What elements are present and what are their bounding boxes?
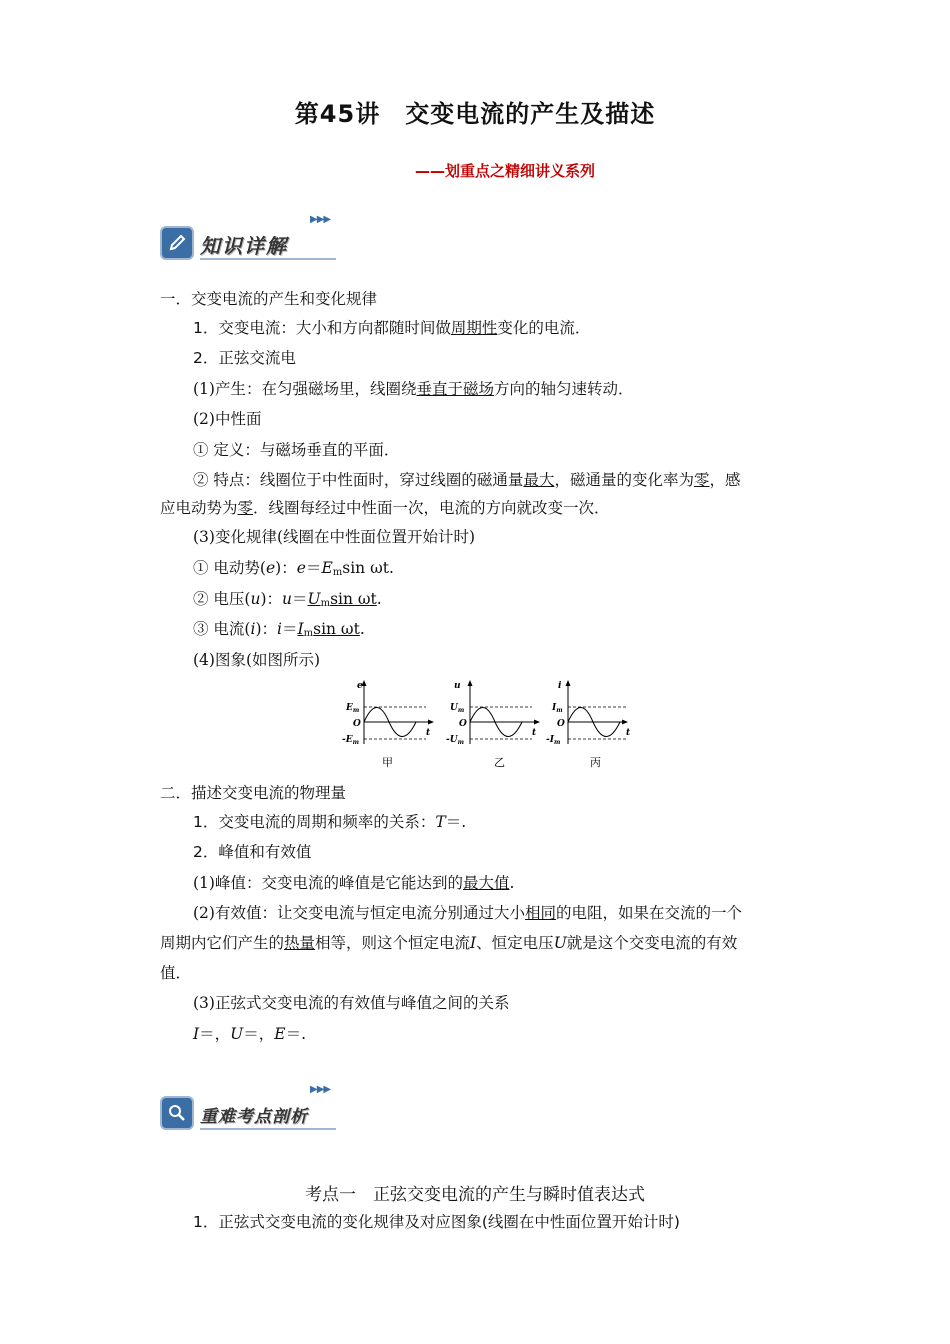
section-item1: 1．正弦式交变电流的变化规律及对应图象(线圈在中性面位置开始计时) — [193, 1213, 680, 1231]
part2-effective: (2)有效值：让交变电流与恒定电流分别通过大小相同的电阻，如果在交流的一个 — [193, 904, 742, 922]
svg-text:O: O — [557, 719, 565, 729]
svg-text:t: t — [532, 728, 537, 738]
current-formula: ③ 电流(i)：$i=I_m\sin$ ωt. — [193, 620, 365, 639]
emf-formula: ① 电动势(e)：$e=E_m\sin$ ωt. — [193, 559, 394, 578]
graph-i-axis: i — [558, 681, 562, 691]
svg-text:O: O — [353, 719, 361, 729]
svg-text:Em: $E_m$ — [346, 703, 360, 714]
analysis-badge-label: 重难考点剖析 — [200, 1107, 308, 1127]
svg-text:Um: $U_m$ — [450, 703, 465, 714]
magnifier-icon — [160, 1096, 194, 1130]
svg-text:-Um: $-U_m$ — [446, 735, 464, 746]
part1-graph-label: (4)图象(如图所示) — [193, 651, 321, 669]
part2-effective-cont: 周期内它们产生的热量相等，则这个恒定电流I、恒定电压U就是这个交变电流的有效 — [160, 934, 738, 952]
svg-text:Im: $I_m$ — [552, 703, 563, 714]
part1-definition: ① 定义：与磁场垂直的平面． — [193, 441, 400, 459]
part1-item2: 2．正弦交流电 — [193, 349, 296, 367]
page-title: 第45讲 交变电流的产生及描述 — [294, 100, 656, 128]
pencil-icon — [160, 226, 194, 260]
part1-feature-cont: 应电动势为零．线圈每经过中性面一次，电流的方向就改变一次． — [160, 499, 610, 517]
page-subtitle: ——划重点之精细讲义系列 — [414, 162, 595, 180]
part1-neutral-plane: (2)中性面 — [193, 410, 262, 428]
triple-arrow-icon: ▶▶▶ — [310, 1084, 331, 1095]
graph-e-caption: 甲 — [382, 756, 393, 769]
knowledge-badge-label: 知识详解 — [200, 234, 288, 258]
graph-e — [342, 680, 434, 769]
graph-u-axis: u — [454, 681, 461, 691]
knowledge-badge — [160, 214, 340, 264]
part2-formulas: I＝，U＝，E＝. — [193, 1025, 306, 1043]
part2-effective-end: 值． — [160, 964, 192, 982]
triple-arrow-icon: ▶▶▶ — [310, 214, 331, 225]
svg-text:-Em: $-E_m$ — [342, 735, 359, 746]
part1-generation: (1)产生：在匀强磁场里，线圈绕垂直于磁场方向的轴匀速转动． — [193, 380, 634, 398]
analysis-badge — [160, 1084, 340, 1134]
svg-text:t: t — [626, 728, 631, 738]
part2-peak: (1)峰值：交变电流的峰值是它能达到的最大值. — [193, 874, 515, 892]
graph-i — [546, 680, 631, 769]
graph-i-caption: 丙 — [590, 756, 601, 769]
part2-item1: 1．交变电流的周期和频率的关系：T＝. — [193, 813, 467, 831]
part1-rule: (3)变化规律(线圈在中性面位置开始计时) — [193, 528, 476, 546]
part2-item2: 2．峰值和有效值 — [193, 843, 312, 861]
part2-relation: (3)正弦式交变电流的有效值与峰值之间的关系 — [193, 994, 510, 1012]
voltage-formula: ② 电压(u)：$u=U_m\sin$ ωt. — [193, 590, 382, 609]
part1-heading: 一．交变电流的产生和变化规律 — [160, 290, 378, 308]
graph-e-axis: e — [357, 681, 363, 691]
graph-u-caption: 乙 — [494, 756, 505, 769]
part2-heading: 二．描述交变电流的物理量 — [160, 784, 347, 802]
svg-text:-Im: $-I_m$ — [546, 735, 561, 746]
sine-graphs — [340, 676, 640, 776]
svg-text:t: t — [426, 728, 431, 738]
part1-feature: ② 特点：线圈位于中性面时，穿过线圈的磁通量最大，磁通量的变化率为零，感 — [193, 471, 741, 489]
svg-text:O: O — [459, 719, 467, 729]
graph-u — [446, 680, 540, 769]
part1-item1: 1．交变电流：大小和方向都随时间做周期性变化的电流． — [193, 319, 591, 337]
section-title: 考点一 正弦交变电流的产生与瞬时值表达式 — [305, 1185, 645, 1205]
